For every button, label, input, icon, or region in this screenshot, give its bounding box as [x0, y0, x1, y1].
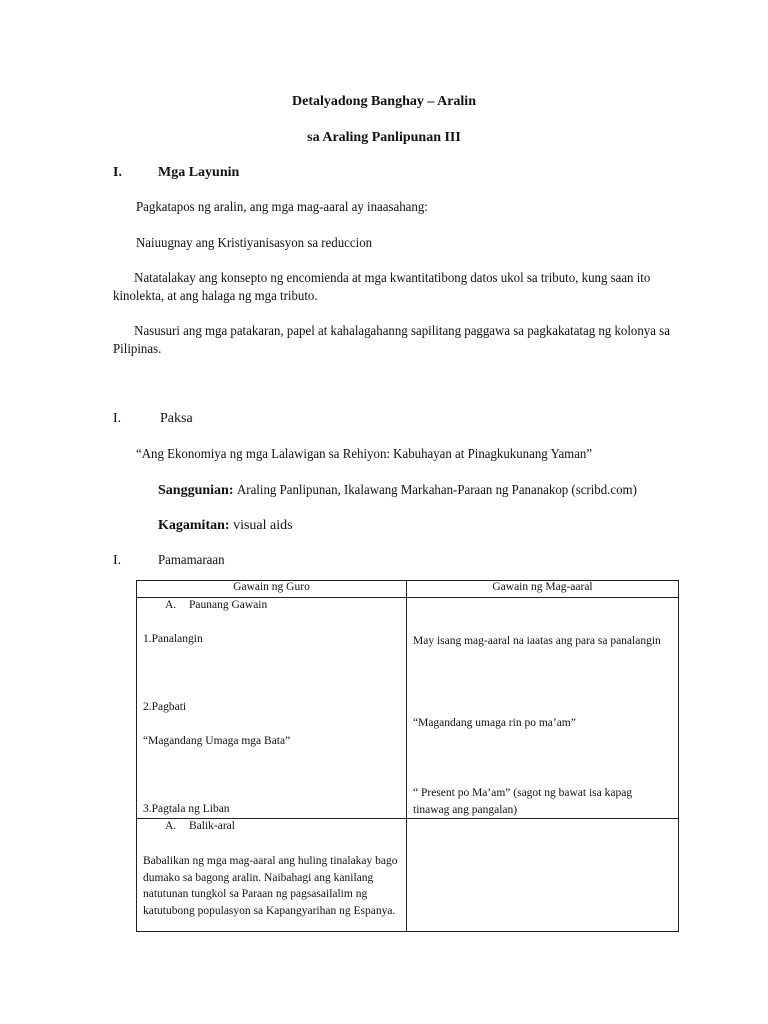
- subheading-letter: A.: [165, 820, 177, 832]
- table-header-row: [137, 581, 679, 598]
- teacher-cell: [137, 819, 407, 932]
- section-numeral: I.: [113, 553, 122, 568]
- objectives-intro: Pagkatapos ng aralin, ang mga mag-aaral ay inaasahang:: [136, 200, 428, 215]
- reference-label: Sanggunian:: [158, 483, 234, 498]
- lesson-topic: “Ang Ekonomiya ng mga Lalawigan sa Rehiyon: Kabuhayan at Pinagkukunang Yaman”: [136, 447, 593, 462]
- teacher-greeting: 2.Pagbati: [143, 701, 187, 713]
- subheading-review: Balik-aral: [189, 820, 235, 832]
- column-header-teacher: Gawain ng Guro: [137, 581, 407, 598]
- table-row: [137, 819, 679, 932]
- reference-value: Araling Panlipunan, Ikalawang Markahan-Paraan ng Pananakop (scribd.com): [236, 483, 637, 498]
- student-prayer: May isang mag-aaral na iaatas ang para sa panalangin: [413, 635, 661, 647]
- materials-label: Kagamitan:: [158, 518, 230, 533]
- section-heading-topic: Paksa: [160, 411, 193, 426]
- procedure-table: [136, 580, 679, 932]
- student-greeting: “Magandang umaga rin po ma’am”: [413, 717, 576, 729]
- materials-line: [158, 517, 293, 535]
- student-attendance: “ Present po Ma’am” (sagot ng bawat isa kapag tinawag ang pangalan): [413, 787, 633, 816]
- column-header-student: Gawain ng Mag-aaral: [407, 581, 679, 598]
- section-numeral: I.: [113, 411, 122, 426]
- teacher-attendance: 3.Pagtala ng Liban: [143, 803, 230, 815]
- materials-value: visual aids: [233, 518, 293, 533]
- reference-line: [158, 482, 672, 500]
- section-heading-procedure: Pamamaraan: [158, 553, 225, 568]
- objective-item: Naiuugnay ang Kristiyanisasyon sa reduccion: [136, 236, 373, 251]
- teacher-greeting-quote: “Magandang Umaga mga Bata”: [143, 735, 291, 747]
- document-subtitle: sa Araling Panlipunan III: [307, 130, 461, 145]
- subheading-preliminary: Paunang Gawain: [189, 599, 268, 611]
- section-heading-objectives: Mga Layunin: [158, 165, 240, 180]
- teacher-cell: [137, 598, 407, 819]
- teacher-prayer: 1.Panalangin: [143, 633, 203, 645]
- objective-item: Natatalakay ang konsepto ng encomienda at mga kwantitatibong datos ukol sa tributo, kung saan ito kinolekta, at ang halaga ng mga tributo.: [113, 271, 651, 304]
- subheading-letter: A.: [165, 599, 177, 611]
- teacher-review-text: Babalikan ng mga mag-aaral ang huling tinalakay bago dumako sa bagong aralin. Naibahagi ang kanilang natutunan tungkol sa Paraan ng pagsasailalim ng katutubong populasyon sa Kapangyarihan ng Espanya.: [143, 855, 398, 917]
- document-title: Detalyadong Banghay – Aralin: [292, 94, 476, 109]
- student-cell: [407, 819, 679, 932]
- objective-item: Nasusuri ang mga patakaran, papel at kahalagahanng sapilitang paggawa sa pagkakatatag ng kolonya sa Pilipinas.: [113, 324, 670, 357]
- section-numeral: I.: [113, 165, 122, 180]
- student-cell: [407, 598, 679, 819]
- table-row: [137, 598, 679, 819]
